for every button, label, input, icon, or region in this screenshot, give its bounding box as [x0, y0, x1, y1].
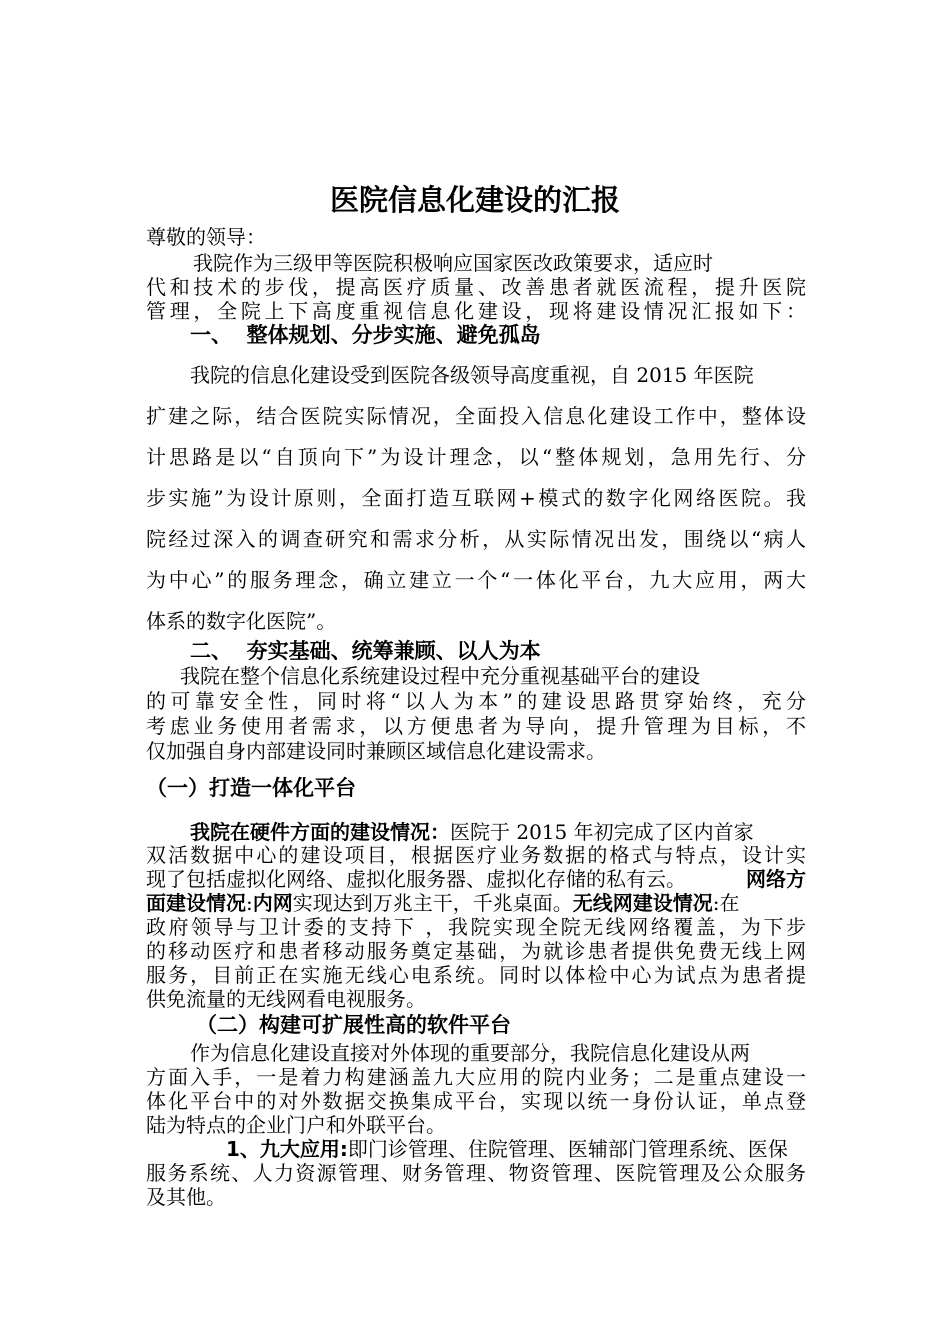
section2-line-2: 的可靠安全性，同时将“以人为本”的建设思路贯穿始终，充分: [146, 689, 806, 713]
sub1-line-2: [146, 866, 806, 892]
sub1-hw-label: 我院在硬件方面的建设情况：: [190, 820, 450, 844]
sub1-line-3: 政府领导与卫计委的支持下 ，我院实现全院无线网络覆盖，为下步: [146, 915, 806, 939]
sub2-line-4: 陆为特点的企业门户和外联平台。: [146, 1113, 446, 1137]
section1-line-4: 步实施”为设计原则，全面打造互联网+模式的数字化网络医院。我: [146, 486, 806, 510]
sub1-net-colon: :: [246, 891, 253, 915]
sub1-wifi-label: 无线网建设情况: [572, 891, 713, 915]
sub1-heading: （一）打造一体化平台: [146, 776, 356, 800]
section1-line-5: 院经过深入的调查研究和需求分析，从实际情况出发，围绕以“病人: [146, 527, 806, 551]
intro-line-1: 我院作为三级甲等医院积极响应国家医改政策要求，适应时: [193, 251, 713, 275]
sub2-line-1: 作为信息化建设直接对外体现的重要部分，我院信息化建设从两: [190, 1041, 750, 1065]
sub2-apps-line: [226, 1136, 788, 1162]
sub2-apps-line-2: 服务系统、人力资源管理、财务管理、物资管理、医院管理及公众服务: [146, 1161, 806, 1185]
sub1-line-2-text: 现了包括虚拟化网络、虚拟化服务器、虚拟化存储的私有云。: [146, 867, 686, 891]
sub1-net-label-b: 面建设情况: [146, 891, 246, 915]
sub2-line-2: 方面入手，一是着力构建涵盖九大应用的院内业务；二是重点建设一: [146, 1065, 806, 1089]
salutation: 尊敬的领导：: [146, 225, 266, 249]
section2-line-4: 仅加强自身内部建设同时兼顾区域信息化建设需求。: [146, 739, 606, 763]
sub1-line-1: 双活数据中心的建设项目，根据医疗业务数据的格式与特点，设计实: [146, 843, 806, 867]
section1-line-3: 计思路是以“自顶向下”为设计理念，以“整体规划，急用先行、分: [146, 445, 806, 469]
sub2-heading: （二）构建可扩展性高的软件平台: [196, 1013, 511, 1037]
sub2-apps-label: 1、九大应用:: [226, 1137, 348, 1161]
section1-line-1: 我院的信息化建设受到医院各级领导高度重视，自 2015 年医院: [190, 363, 754, 387]
section2-heading: 二、 夯实基础、统筹兼顾、以人为本: [190, 639, 541, 663]
document-title: 医院信息化建设的汇报: [329, 183, 620, 217]
sub1-net-label-a: 网络方: [746, 867, 806, 891]
section1-line-6: 为中心”的服务理念，确立建立一个“一体化平台，九大应用，两大: [146, 568, 806, 592]
sub1-line-5: 服务，目前正在实施无线心电系统。同时以体检中心为试点为患者提: [146, 963, 806, 987]
intro-line-2: 代和技术的步伐，提高医疗质量、改善患者就医流程，提升医院: [146, 275, 806, 299]
section1-line-2: 扩建之际，结合医院实际情况，全面投入信息化建设工作中，整体设: [146, 404, 806, 428]
sub1-inner-label: 内网: [252, 891, 293, 915]
sub2-apps-text: 即门诊管理、住院管理、医辅部门管理系统、医保: [347, 1137, 788, 1161]
section1-heading: 一、 整体规划、分步实施、避免孤岛: [190, 323, 541, 347]
sub2-apps-line-3: 及其他。: [146, 1185, 226, 1209]
sub1-net-line: [146, 890, 740, 916]
section2-line-1: 我院在整个信息化系统建设过程中充分重视基础平台的建设: [180, 664, 700, 688]
sub1-wifi-colon: :在: [712, 891, 740, 915]
section2-line-3: 考虑业务使用者需求，以方便患者为导向，提升管理为目标，不: [146, 714, 806, 738]
sub2-line-3: 体化平台中的对外数据交换集成平台，实现以统一身份认证，单点登: [146, 1089, 806, 1113]
sub1-hw-text: 医院于 2015 年初完成了区内首家: [450, 820, 754, 844]
sub1-inner-text: 实现达到万兆主干，千兆桌面。: [292, 891, 573, 915]
section1-line-7: 体系的数字化医院”。: [146, 609, 337, 633]
intro-line-3: 管理，全院上下高度重视信息化建设，现将建设情况汇报如下：: [146, 299, 806, 323]
sub1-line-6: 供免流量的无线网看电视服务。: [146, 987, 426, 1011]
sub1-line-4: 的移动医疗和患者移动服务奠定基础，为就诊患者提供免费无线上网: [146, 939, 806, 963]
